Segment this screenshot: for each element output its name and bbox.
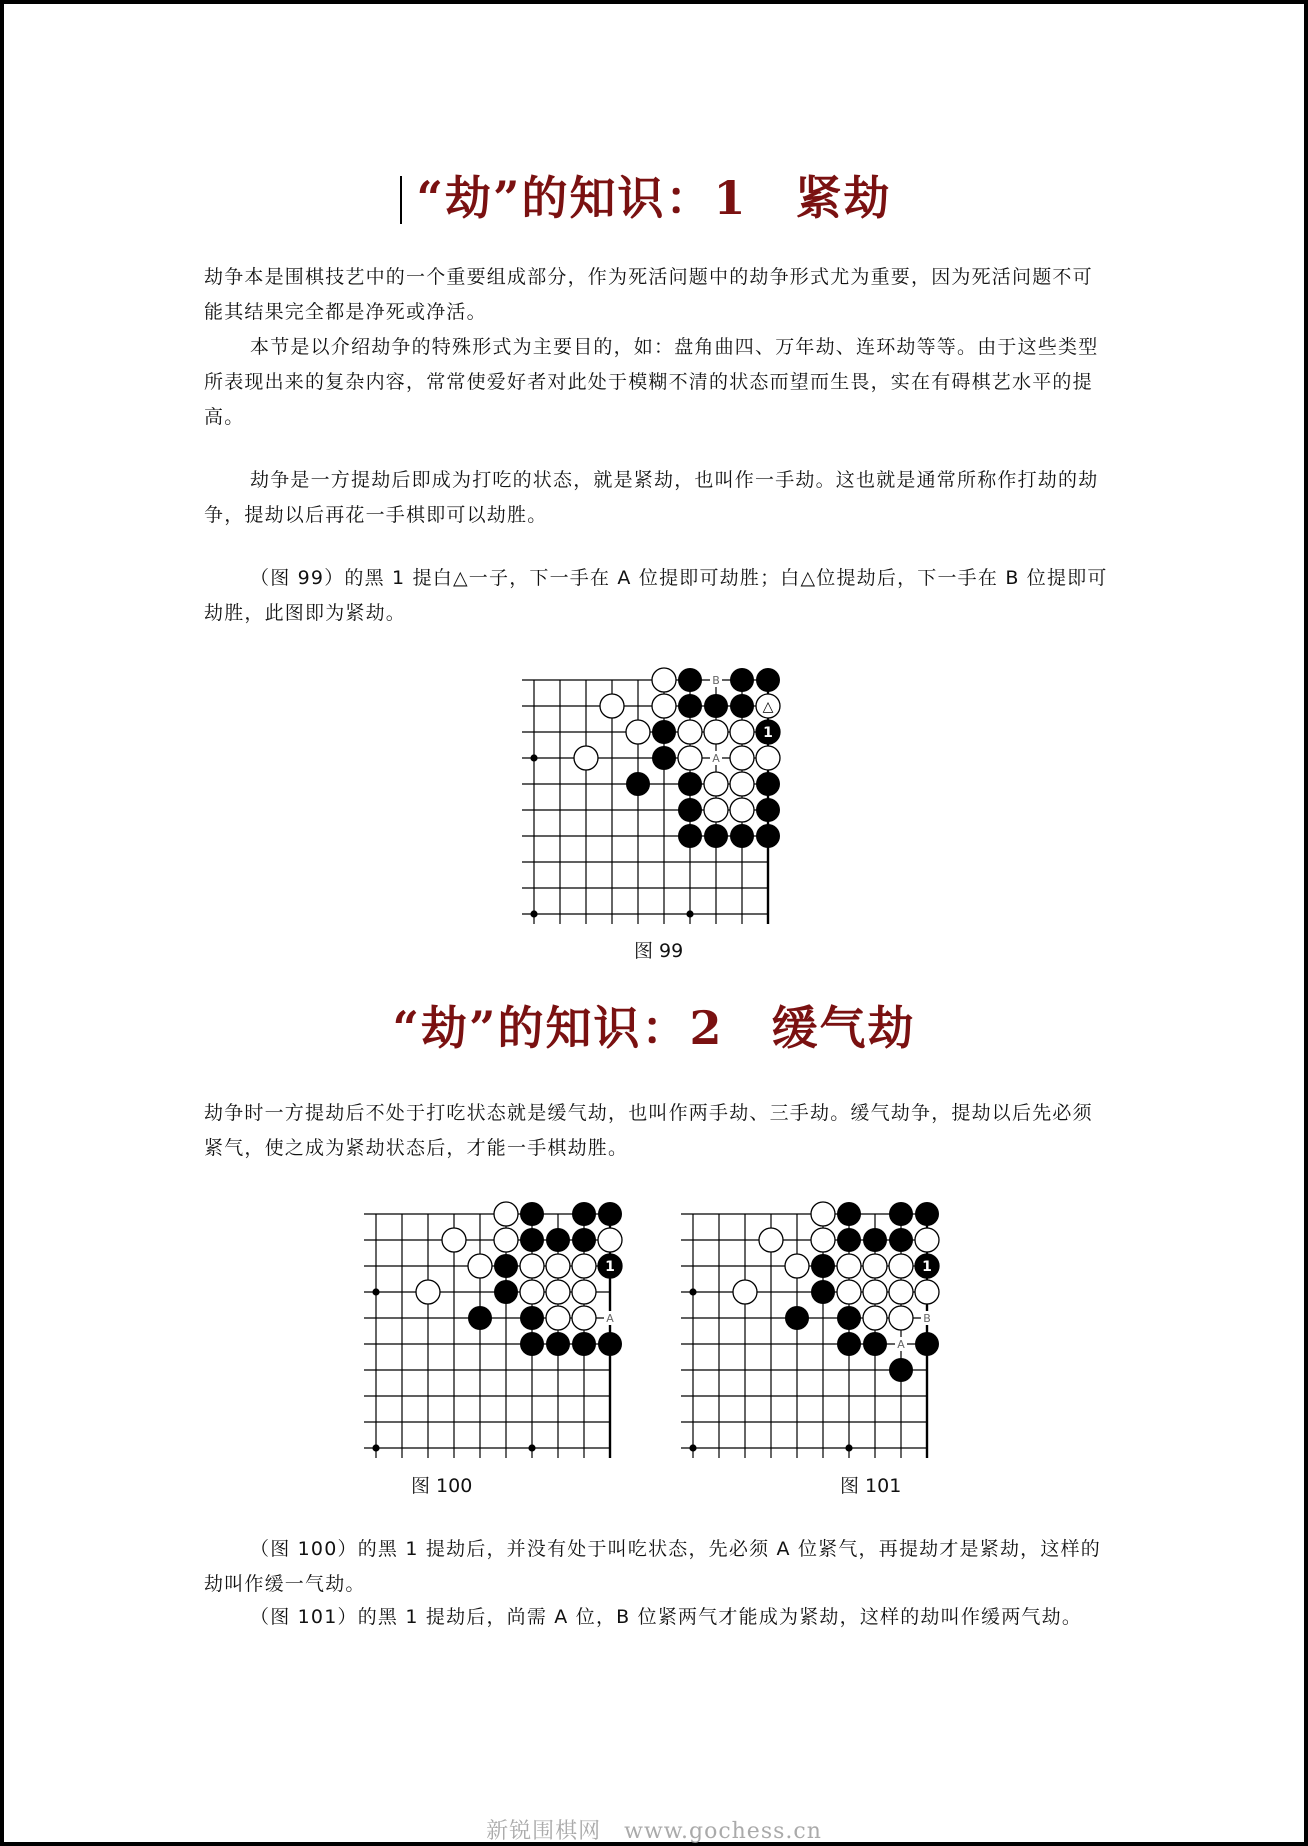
black-stone [837, 1332, 861, 1356]
white-stone [889, 1280, 913, 1304]
go-diagram-fig99 [522, 668, 790, 932]
white-stone [546, 1306, 570, 1330]
footer-watermark: 新锐围棋网 www.gochess.cn [486, 1819, 822, 1844]
black-stone [678, 798, 702, 822]
black-stone [520, 1306, 544, 1330]
white-stone [704, 798, 728, 822]
point-letter: B [712, 674, 720, 687]
star-point [372, 1444, 379, 1451]
black-stone [626, 772, 650, 796]
black-stone [520, 1228, 544, 1252]
white-stone [730, 798, 754, 822]
white-stone [652, 694, 676, 718]
white-stone [730, 720, 754, 744]
section1-paragraph-2: 本节是以介绍劫争的特殊形式为主要目的，如：盘角曲四、万年劫、连环劫等等。由于这些类型所表现出来的复杂内容，常常使爱好者对此处于模糊不清的状态而望而生畏，实在有碍棋艺水平的提高。 [204, 336, 1099, 428]
black-stone [785, 1306, 809, 1330]
black-stone [572, 1202, 596, 1226]
white-stone [416, 1280, 440, 1304]
black-stone [811, 1280, 835, 1304]
black-stone [863, 1332, 887, 1356]
white-stone [915, 1228, 939, 1252]
black-stone [678, 694, 702, 718]
stone-label: 1 [922, 1259, 932, 1275]
section1-paragraph-1: 劫争本是围棋技艺中的一个重要组成部分，作为死活问题中的劫争形式尤为重要，因为死活问题不可能其结果完全都是净死或净活。 [204, 266, 1093, 323]
star-point [689, 1288, 696, 1295]
black-stone [889, 1358, 913, 1382]
stone-label: △ [762, 699, 774, 715]
white-stone [759, 1228, 783, 1252]
white-stone [785, 1254, 809, 1278]
black-stone [889, 1202, 913, 1226]
white-stone [678, 746, 702, 770]
black-stone [652, 746, 676, 770]
black-stone [756, 824, 780, 848]
white-stone [863, 1254, 887, 1278]
star-point [686, 910, 693, 917]
point-letter: A [897, 1338, 905, 1351]
black-stone [678, 772, 702, 796]
section2-title: “劫”的知识：2 缓气劫 [392, 1001, 916, 1055]
black-stone [494, 1254, 518, 1278]
black-stone [756, 798, 780, 822]
section2-paragraph-1: 劫争时一方提劫后不处于打吃状态就是缓气劫，也叫作两手劫、三手劫。缓气劫争，提劫以后先必须紧气，使之成为紧劫状态后，才能一手棋劫胜。 [204, 1102, 1093, 1159]
section1-title: “劫”的知识：1 紧劫 [416, 171, 892, 225]
white-stone [811, 1228, 835, 1252]
star-point [845, 1444, 852, 1451]
white-stone [837, 1280, 861, 1304]
section2-paragraph-2: （图 100）的黑 1 提劫后，并没有处于叫吃状态，先必须 A 位紧气，再提劫才是紧劫，这样的劫叫作缓一气劫。 [204, 1538, 1101, 1595]
white-stone [730, 746, 754, 770]
section1-paragraph-3: 劫争是一方提劫后即成为打吃的状态，就是紧劫，也叫作一手劫。这也就是通常所称作打劫的劫争，提劫以后再花一手棋即可以劫胜。 [204, 469, 1099, 526]
white-stone [520, 1254, 544, 1278]
white-stone [468, 1254, 492, 1278]
black-stone [546, 1332, 570, 1356]
white-stone [572, 1306, 596, 1330]
black-stone [837, 1202, 861, 1226]
white-stone [733, 1280, 757, 1304]
white-stone [572, 1254, 596, 1278]
star-point [528, 1444, 535, 1451]
black-stone [837, 1228, 861, 1252]
black-stone [652, 720, 676, 744]
black-stone [889, 1228, 913, 1252]
white-stone [811, 1202, 835, 1226]
star-point [530, 910, 537, 917]
white-stone [546, 1280, 570, 1304]
white-stone [889, 1306, 913, 1330]
fig101-caption: 图 101 [840, 1475, 902, 1497]
black-stone [572, 1332, 596, 1356]
white-stone [652, 668, 676, 692]
black-stone [915, 1202, 939, 1226]
white-stone [704, 720, 728, 744]
white-stone [598, 1228, 622, 1252]
black-stone [678, 668, 702, 692]
black-stone [678, 824, 702, 848]
white-stone [494, 1228, 518, 1252]
white-stone [756, 746, 780, 770]
white-stone [678, 720, 702, 744]
black-stone [915, 1332, 939, 1356]
star-point [530, 754, 537, 761]
white-stone [704, 772, 728, 796]
white-stone [915, 1280, 939, 1304]
stone-label: 1 [605, 1259, 615, 1275]
point-letter: A [712, 752, 720, 765]
white-stone [863, 1306, 887, 1330]
stone-label: 1 [763, 725, 773, 741]
black-stone [704, 824, 728, 848]
point-letter: A [606, 1312, 614, 1325]
fig99-caption: 图 99 [634, 940, 684, 962]
black-stone [598, 1332, 622, 1356]
black-stone [837, 1306, 861, 1330]
white-stone [574, 746, 598, 770]
white-stone [520, 1280, 544, 1304]
white-stone [546, 1254, 570, 1278]
black-stone [520, 1332, 544, 1356]
black-stone [520, 1202, 544, 1226]
white-stone [572, 1280, 596, 1304]
white-stone [837, 1254, 861, 1278]
black-stone [730, 824, 754, 848]
black-stone [494, 1280, 518, 1304]
white-stone [889, 1254, 913, 1278]
document-page [4, 4, 1304, 1842]
white-stone [626, 720, 650, 744]
go-diagram-fig101 [681, 1202, 949, 1466]
white-stone [730, 772, 754, 796]
star-point [372, 1288, 379, 1295]
black-stone [704, 694, 728, 718]
white-stone [863, 1280, 887, 1304]
black-stone [756, 668, 780, 692]
section1-paragraph-4: （图 99）的黑 1 提白△一子，下一手在 A 位提即可劫胜；白△位提劫后，下一手在 B 位提即可劫胜，此图即为紧劫。 [204, 567, 1108, 624]
section2-paragraph-3: （图 101）的黑 1 提劫后，尚需 A 位，B 位紧两气才能成为紧劫，这样的劫叫作缓两气劫。 [250, 1606, 1083, 1628]
white-stone [494, 1202, 518, 1226]
black-stone [730, 694, 754, 718]
black-stone [811, 1254, 835, 1278]
white-stone [600, 694, 624, 718]
black-stone [598, 1202, 622, 1226]
fig100-caption: 图 100 [411, 1475, 473, 1497]
black-stone [546, 1228, 570, 1252]
black-stone [572, 1228, 596, 1252]
white-stone [442, 1228, 466, 1252]
point-letter: B [923, 1312, 931, 1325]
black-stone [730, 668, 754, 692]
star-point [689, 1444, 696, 1451]
black-stone [468, 1306, 492, 1330]
black-stone [756, 772, 780, 796]
go-diagram-fig100 [364, 1202, 632, 1466]
black-stone [863, 1228, 887, 1252]
